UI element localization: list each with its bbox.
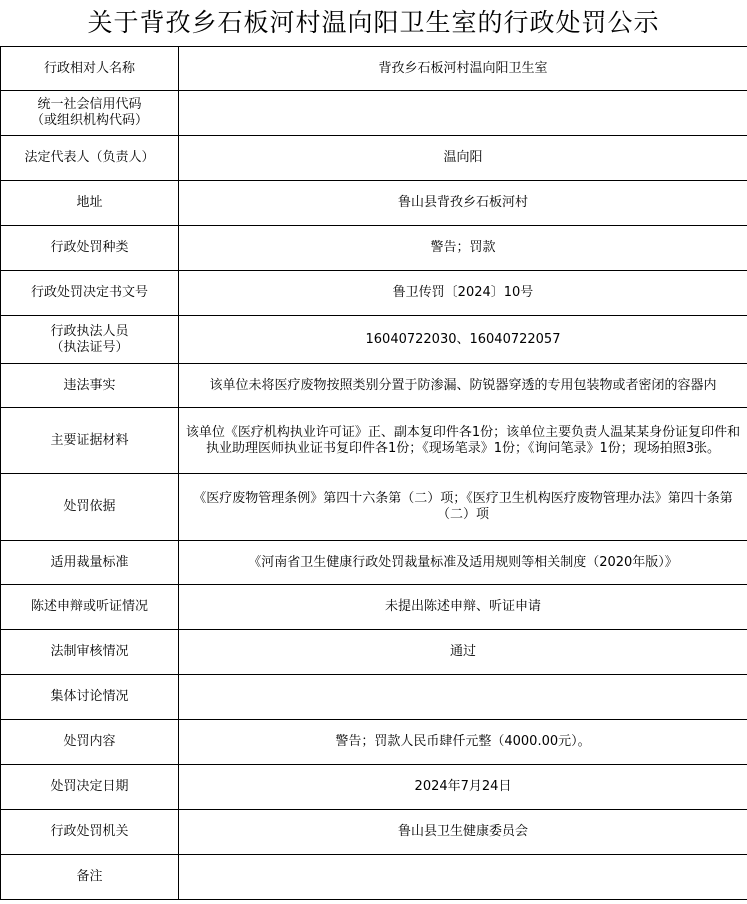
row-value-credit-code	[179, 91, 747, 136]
row-value-address: 鲁山县背孜乡石板河村	[179, 181, 747, 226]
page-title: 关于背孜乡石板河村温向阳卫生室的行政处罚公示	[87, 8, 660, 37]
row-value-law-enforcers: 16040722030、16040722057	[179, 316, 747, 364]
table-row-law-enforcers	[1, 316, 747, 364]
table-row-decision-date	[1, 765, 747, 810]
row-label-penalty-content: 处罚内容	[1, 720, 179, 765]
row-label-defense-hearing: 陈述申辩或听证情况	[1, 585, 179, 630]
row-value-decision-date: 2024年7月24日	[179, 765, 747, 810]
row-label-party-name: 行政相对人名称	[1, 47, 179, 91]
row-label-credit-code-line1: 统一社会信用代码	[37, 97, 142, 112]
row-value-defense-hearing: 未提出陈述申辩、听证申请	[179, 585, 747, 630]
table-row-penalty-authority	[1, 810, 747, 855]
row-label-credit-code-line2: （或组织机构代码）	[30, 113, 148, 128]
row-label-decision-number: 行政处罚决定书文号	[1, 271, 179, 316]
row-label-legal-representative: 法定代表人（负责人）	[1, 136, 179, 181]
row-label-credit-code	[1, 91, 179, 136]
row-label-remarks: 备注	[1, 855, 179, 900]
row-value-evidence: 该单位《医疗机构执业许可证》正、副本复印件各1份；该单位主要负责人温某某身份证复印件和执业助理医师执业证书复印件各1份；《现场笔录》1份；《询问笔录》1份；现场拍照3张。	[179, 408, 747, 474]
row-value-discretion-standard: 《河南省卫生健康行政处罚裁量标准及适用规则等相关制度（2020年版）》	[179, 541, 747, 585]
row-value-legal-review: 通过	[179, 630, 747, 675]
row-value-party-name: 背孜乡石板河村温向阳卫生室	[179, 47, 747, 91]
row-label-legal-review: 法制审核情况	[1, 630, 179, 675]
table-row-legal-representative	[1, 136, 747, 181]
table-row-party-name	[1, 47, 747, 91]
table-row-defense-hearing	[1, 585, 747, 630]
row-label-evidence: 主要证据材料	[1, 408, 179, 474]
row-value-penalty-content: 警告；罚款人民币肆仟元整（4000.00元）。	[179, 720, 747, 765]
table-row-violation-facts	[1, 364, 747, 408]
row-label-law-enforcers-line2: （执法证号）	[50, 339, 129, 355]
row-label-legal-basis: 处罚依据	[1, 474, 179, 541]
row-label-penalty-type: 行政处罚种类	[1, 226, 179, 271]
row-value-decision-number: 鲁卫传罚〔2024〕10号	[179, 271, 747, 316]
row-value-penalty-authority: 鲁山县卫生健康委员会	[179, 810, 747, 855]
row-label-address: 地址	[1, 181, 179, 226]
table-row-legal-review	[1, 630, 747, 675]
row-label-violation-facts: 违法事实	[1, 364, 179, 408]
row-label-law-enforcers	[1, 316, 179, 364]
row-value-penalty-type: 警告；罚款	[179, 226, 747, 271]
row-value-remarks	[179, 855, 747, 900]
row-label-penalty-authority: 行政处罚机关	[1, 810, 179, 855]
row-label-decision-date: 处罚决定日期	[1, 765, 179, 810]
table-row-penalty-content	[1, 720, 747, 765]
row-label-discretion-standard: 适用裁量标准	[1, 541, 179, 585]
table-row-address	[1, 181, 747, 226]
row-label-collective-discussion: 集体讨论情况	[1, 675, 179, 720]
table-row-collective-discussion	[1, 675, 747, 720]
table-row-evidence	[1, 408, 747, 474]
row-value-legal-basis: 《医疗废物管理条例》第四十六条第（二）项；《医疗卫生机构医疗废物管理办法》第四十条第（二）项	[179, 474, 747, 541]
table-row-decision-number	[1, 271, 747, 316]
table-row-penalty-type	[1, 226, 747, 271]
row-value-legal-representative: 温向阳	[179, 136, 747, 181]
table-row-discretion-standard	[1, 541, 747, 585]
table-row-legal-basis	[1, 474, 747, 541]
table-row-remarks	[1, 855, 747, 900]
row-label-law-enforcers-line1: 行政执法人员	[50, 323, 129, 339]
row-value-collective-discussion	[179, 675, 747, 720]
penalty-notice-table	[0, 46, 747, 900]
row-value-violation-facts: 该单位未将医疗废物按照类别分置于防渗漏、防锐器穿透的专用包装物或者密闭的容器内	[179, 364, 747, 408]
table-row-credit-code	[1, 91, 747, 136]
